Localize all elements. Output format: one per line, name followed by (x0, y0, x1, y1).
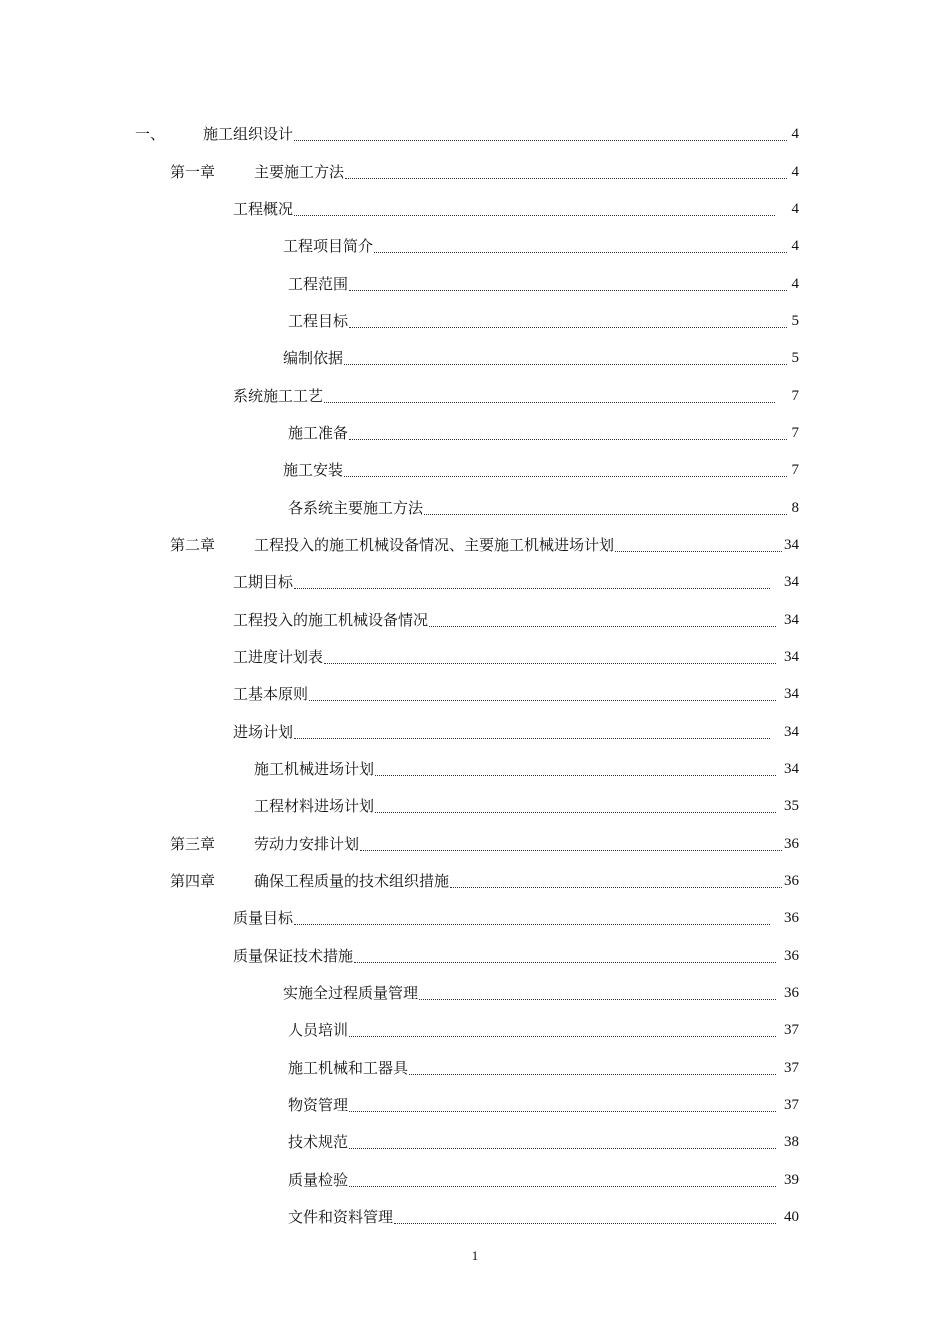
toc-entry-page: 34 (784, 686, 799, 702)
dot-leader (294, 139, 787, 141)
toc-entry-title: 实施全过程质量管理 (283, 984, 419, 1002)
toc-entry[interactable] (170, 160, 799, 184)
toc-entry[interactable] (288, 1130, 799, 1154)
dot-leader (294, 214, 775, 216)
toc-entry-page: 35 (784, 798, 799, 814)
dot-leader (294, 737, 770, 739)
toc-entry-title: 劳动力安排计划 (254, 835, 360, 853)
toc-entry-title: 各系统主要施工方法 (288, 499, 424, 517)
toc-entry-title: 质量目标 (233, 909, 294, 927)
dot-leader (375, 774, 776, 776)
toc-entry-page: 36 (784, 910, 799, 926)
toc-entry-title: 施工组织设计 (203, 125, 294, 143)
toc-entry[interactable] (135, 122, 799, 146)
dot-leader (360, 849, 782, 851)
toc-entry-title: 人员培训 (288, 1021, 349, 1039)
toc-entry[interactable] (288, 1018, 799, 1042)
toc-entry[interactable] (288, 496, 799, 520)
page-number-footer: 1 (471, 1248, 479, 1263)
toc-entry-number: 一、 (135, 125, 166, 143)
toc-entry-title: 系统施工工艺 (233, 387, 324, 405)
toc-entry-title: 工基本原则 (233, 685, 309, 703)
dot-leader (349, 1147, 776, 1149)
toc-entry-page: 34 (784, 574, 799, 590)
dot-leader (345, 177, 787, 179)
toc-entry-number: 第二章 (170, 536, 216, 554)
toc-entry[interactable] (288, 1168, 799, 1192)
toc-entry-title: 工期目标 (233, 573, 294, 591)
toc-entry-page: 36 (784, 948, 799, 964)
toc-entry-title: 工程概况 (233, 200, 294, 218)
toc-entry[interactable] (233, 682, 799, 706)
toc-entry-page: 36 (784, 985, 799, 1001)
dot-leader (349, 1110, 776, 1112)
toc-entry-title: 工程目标 (288, 312, 349, 330)
toc-entry-page: 4 (791, 164, 799, 180)
dot-leader (409, 1073, 776, 1075)
toc-entry[interactable] (283, 981, 799, 1005)
toc-entry-title: 工程材料进场计划 (254, 797, 375, 815)
toc-entry-page: 37 (784, 1060, 799, 1076)
toc-entry-page: 8 (791, 500, 799, 516)
toc-entry-page: 40 (784, 1209, 799, 1225)
toc-entry[interactable] (283, 234, 799, 258)
dot-leader (349, 326, 787, 328)
toc-entry[interactable] (233, 645, 799, 669)
toc-entry-title: 工程投入的施工机械设备情况 (233, 611, 429, 629)
toc-entry-title: 物资管理 (288, 1096, 349, 1114)
dot-leader (424, 513, 787, 515)
dot-leader (419, 998, 776, 1000)
toc-entry[interactable] (254, 794, 799, 818)
toc-entry-page: 36 (784, 873, 799, 889)
toc-entry-title: 工程投入的施工机械设备情况、主要施工机械进场计划 (254, 536, 615, 554)
toc-entry[interactable] (254, 757, 799, 781)
dot-leader (349, 438, 787, 440)
toc-entry-page: 7 (791, 388, 799, 404)
toc-entry-page: 4 (791, 238, 799, 254)
toc-entry[interactable] (288, 1056, 799, 1080)
toc-entry-page: 5 (791, 350, 799, 366)
toc-entry[interactable] (233, 944, 799, 968)
toc-entry-title: 施工机械进场计划 (254, 760, 375, 778)
dot-leader (294, 587, 770, 589)
toc-entry[interactable] (233, 720, 799, 744)
toc-entry-page: 4 (791, 201, 799, 217)
toc-entry-number: 第四章 (170, 872, 216, 890)
dot-leader (294, 923, 770, 925)
toc-entry-page: 4 (791, 276, 799, 292)
toc-entry[interactable] (288, 309, 799, 333)
toc-entry-title: 施工机械和工器具 (288, 1059, 409, 1077)
dot-leader (394, 1222, 776, 1224)
dot-leader (429, 625, 776, 627)
dot-leader (344, 475, 787, 477)
toc-entry-page: 37 (784, 1097, 799, 1113)
toc-entry-page: 36 (784, 836, 799, 852)
dot-leader (615, 550, 782, 552)
toc-entry[interactable] (288, 272, 799, 296)
toc-entry-title: 施工准备 (288, 424, 349, 442)
toc-entry[interactable] (233, 384, 799, 408)
toc-entry-title: 质量保证技术措施 (233, 947, 354, 965)
dot-leader (450, 886, 782, 888)
dot-leader (349, 289, 787, 291)
dot-leader (324, 401, 775, 403)
toc-entry[interactable] (170, 533, 799, 557)
toc-entry-page: 34 (784, 649, 799, 665)
toc-entry-title: 编制依据 (283, 349, 344, 367)
toc-entry-title: 主要施工方法 (254, 163, 345, 181)
dot-leader (349, 1185, 776, 1187)
toc-entry-title: 进场计划 (233, 723, 294, 741)
toc-entry-title: 工程范围 (288, 275, 349, 293)
dot-leader (349, 1035, 776, 1037)
toc-entry-title: 工程项目简介 (283, 237, 374, 255)
toc-entry[interactable] (283, 458, 799, 482)
toc-entry[interactable] (170, 869, 799, 893)
toc-entry[interactable] (288, 1205, 799, 1229)
toc-entry-title: 质量检验 (288, 1171, 349, 1189)
toc-entry-title: 工进度计划表 (233, 648, 324, 666)
toc-entry-page: 34 (784, 724, 799, 740)
toc-entry-page: 7 (791, 425, 799, 441)
toc-entry-page: 7 (791, 462, 799, 478)
toc-entry-page: 34 (784, 761, 799, 777)
dot-leader (354, 961, 776, 963)
toc-entry-title: 技术规范 (288, 1133, 349, 1151)
toc-entry[interactable] (233, 608, 799, 632)
dot-leader (324, 662, 776, 664)
toc-entry-number: 第一章 (170, 163, 216, 181)
dot-leader (375, 811, 776, 813)
toc-entry[interactable] (233, 906, 799, 930)
dot-leader (309, 699, 776, 701)
toc-entry-title: 确保工程质量的技术组织措施 (254, 872, 450, 890)
toc-entry-page: 39 (784, 1172, 799, 1188)
toc-entry[interactable] (288, 1093, 799, 1117)
toc-entry-title: 施工安装 (283, 461, 344, 479)
toc-entry-page: 4 (791, 126, 799, 142)
toc-entry[interactable] (233, 570, 799, 594)
toc-entry-number: 第三章 (170, 835, 216, 853)
toc-entry-title: 文件和资料管理 (288, 1208, 394, 1226)
toc-entry-page: 5 (791, 313, 799, 329)
toc-entry-page: 38 (784, 1134, 799, 1150)
toc-entry[interactable] (233, 197, 799, 221)
toc-entry-page: 34 (784, 612, 799, 628)
toc-entry-page: 34 (784, 537, 799, 553)
toc-entry[interactable] (283, 346, 799, 370)
toc-entry[interactable] (288, 421, 799, 445)
dot-leader (344, 363, 787, 365)
dot-leader (374, 251, 787, 253)
toc-entry[interactable] (170, 832, 799, 856)
toc-entry-page: 37 (784, 1022, 799, 1038)
